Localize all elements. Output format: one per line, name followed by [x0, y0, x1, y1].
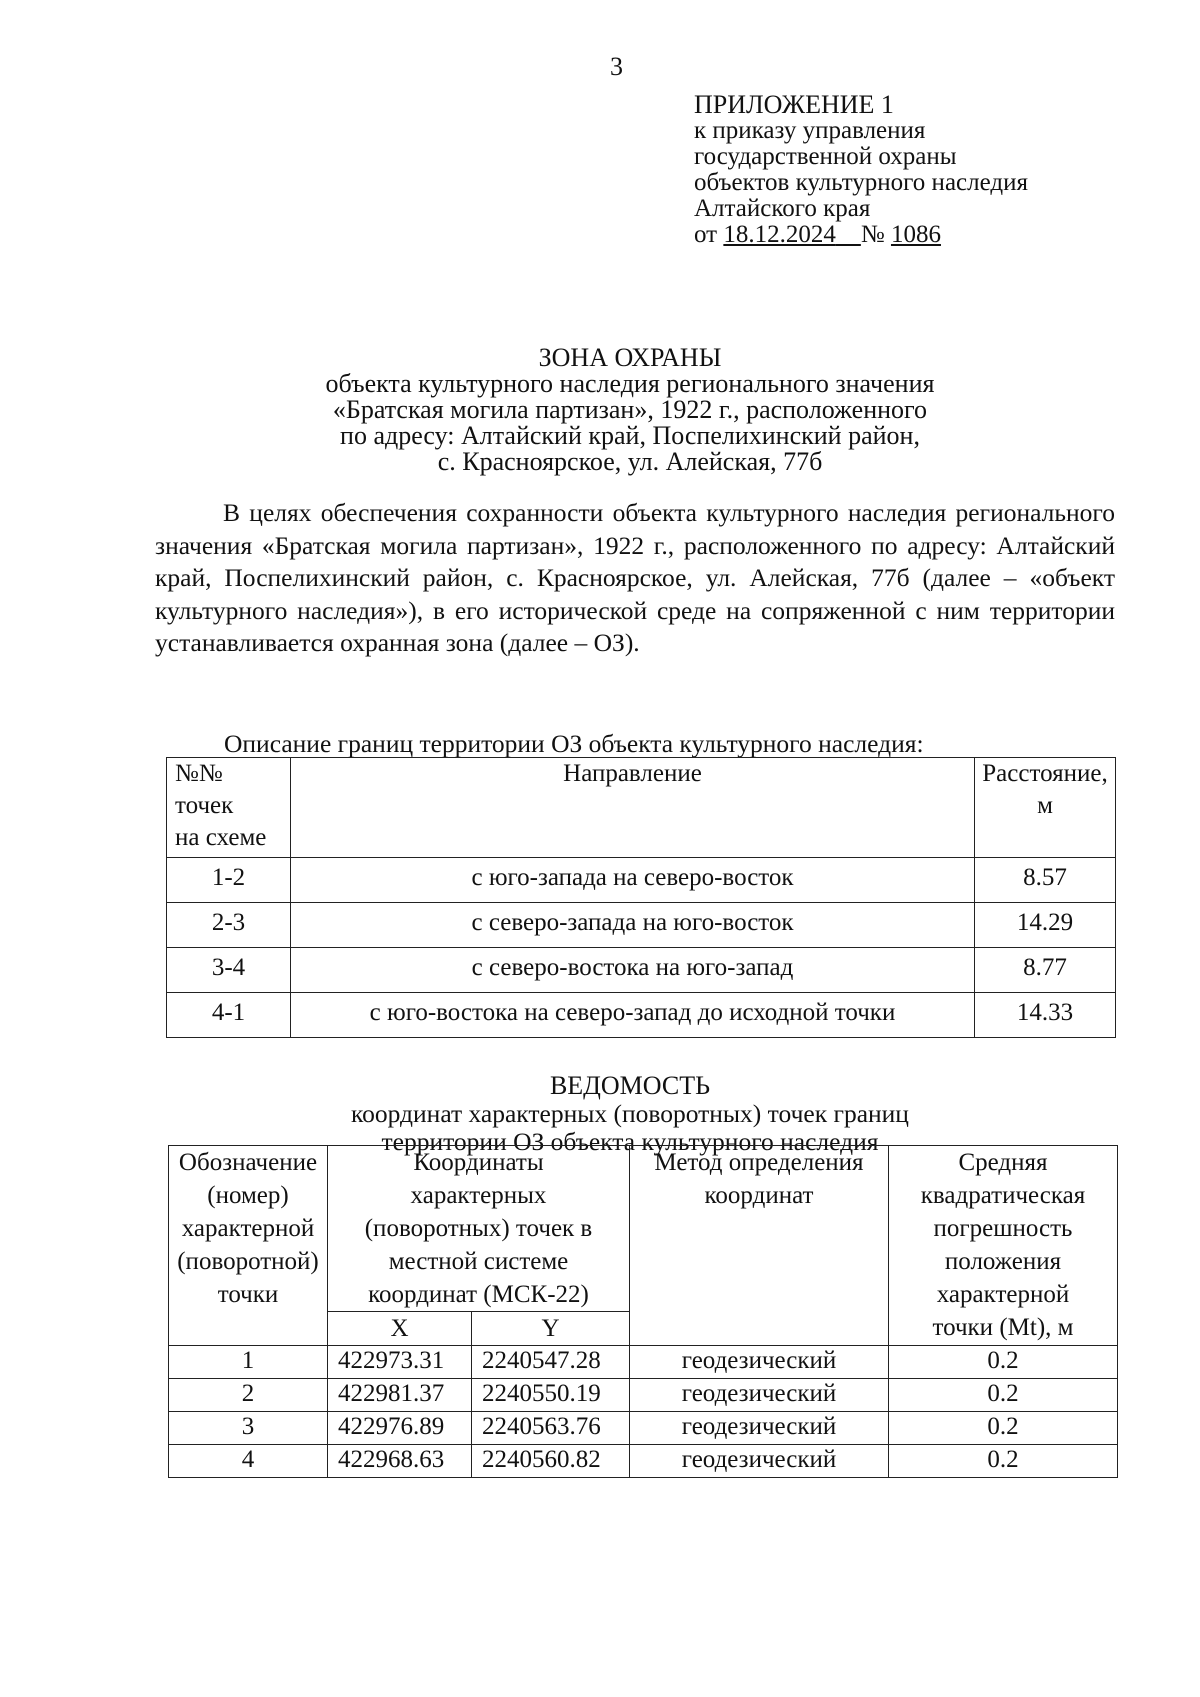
order-prefix: от: [694, 221, 718, 248]
coordinates-table: [168, 1145, 1118, 1478]
appendix-line: объектов культурного наследия: [694, 169, 1028, 196]
row-x: 422973.31: [328, 1346, 472, 1379]
header-x: X: [328, 1312, 472, 1346]
row-points: 1-2: [167, 858, 291, 903]
row-point: 4: [169, 1445, 328, 1478]
row-method: геодезический: [630, 1379, 889, 1412]
boundaries-caption: Описание границ территории ОЗ объекта культурного наследия:: [224, 729, 924, 758]
table-row: [167, 903, 1116, 948]
header-y: Y: [472, 1312, 630, 1346]
zone-heading: ЗОНА ОХРАНЫ: [538, 343, 722, 372]
row-point: 2: [169, 1379, 328, 1412]
row-method: геодезический: [630, 1445, 889, 1478]
order-reference: [694, 222, 1028, 248]
row-x: 422981.37: [328, 1379, 472, 1412]
header-error: Средняя квадратическая погрешность положения характерной точки (Mt), м: [889, 1146, 1118, 1346]
row-y: 2240547.28: [472, 1346, 630, 1379]
row-error: 0.2: [889, 1346, 1118, 1379]
appendix-block: [694, 92, 1028, 248]
zone-subtitle-line: «Братская могила партизан», 1922 г., расположенного: [332, 395, 928, 424]
table-row: [167, 948, 1116, 993]
row-distance: 8.57: [975, 858, 1116, 903]
row-direction: с северо-запада на юго-восток: [291, 903, 975, 948]
boundaries-table: [166, 757, 1116, 1038]
zone-subtitle-line: объекта культурного наследия регионального значения: [325, 369, 935, 398]
table-header-row: [167, 758, 1116, 858]
header-designation: Обозначение (номер) характерной (поворотной) точки: [169, 1146, 328, 1346]
appendix-heading: ПРИЛОЖЕНИЕ 1: [694, 90, 894, 119]
row-error: 0.2: [889, 1379, 1118, 1412]
coordinates-subtitle-line: координат характерных (поворотных) точек границ: [351, 1099, 909, 1128]
appendix-line: государственной охраны: [694, 143, 957, 170]
row-direction: с юго-востока на северо-запад до исходной точки: [291, 993, 975, 1038]
row-y: 2240560.82: [472, 1445, 630, 1478]
table-row: [169, 1412, 1118, 1445]
table-row: [169, 1445, 1118, 1478]
order-number: 1086: [890, 221, 941, 248]
table-row: [169, 1346, 1118, 1379]
header-method: Метод определения координат: [630, 1146, 889, 1346]
row-error: 0.2: [889, 1445, 1118, 1478]
row-point: 1: [169, 1346, 328, 1379]
order-date: 18.12.2024: [723, 221, 836, 248]
row-points: 4-1: [167, 993, 291, 1038]
page-number: 3: [610, 52, 623, 81]
row-method: геодезический: [630, 1412, 889, 1445]
table-row: [169, 1379, 1118, 1412]
paragraph-text: В целях обеспечения сохранности объекта культурного наследия регионального значения «Братская могила партизан», 1922 г., расположенного по адресу: Алтайский край, Поспелихинский район, с. Красноярское, ул. Алейская, 77б (далее – «объект культурного наследия»), в его исторической среде на сопряженной с ним территории устанавливается охранная зона (далее – ОЗ).: [155, 498, 1115, 657]
header-coordinates: Координаты характерных (поворотных) точек в местной системе координат (МСК-22): [328, 1146, 630, 1312]
row-direction: с юго-запада на северо-восток: [291, 858, 975, 903]
header-points: №№ точек на схеме: [167, 758, 291, 858]
appendix-line: к приказу управления: [694, 117, 926, 144]
row-method: геодезический: [630, 1346, 889, 1379]
zone-subtitle-line: с. Красноярское, ул. Алейская, 77б: [437, 447, 823, 476]
row-distance: 14.29: [975, 903, 1116, 948]
row-error: 0.2: [889, 1412, 1118, 1445]
order-number-label: №: [860, 221, 885, 248]
coordinates-title: [0, 1072, 1200, 1156]
zone-subtitle-line: по адресу: Алтайский край, Поспелихинский район,: [340, 421, 920, 450]
header-distance: Расстояние, м: [975, 758, 1116, 858]
row-y: 2240563.76: [472, 1412, 630, 1445]
row-y: 2240550.19: [472, 1379, 630, 1412]
body-paragraph: [155, 497, 1115, 660]
row-x: 422968.63: [328, 1445, 472, 1478]
row-direction: с северо-востока на юго-запад: [291, 948, 975, 993]
row-points: 3-4: [167, 948, 291, 993]
row-points: 2-3: [167, 903, 291, 948]
row-point: 3: [169, 1412, 328, 1445]
table-header-row: [169, 1146, 1118, 1312]
row-x: 422976.89: [328, 1412, 472, 1445]
row-distance: 14.33: [975, 993, 1116, 1038]
coordinates-heading: ВЕДОМОСТЬ: [549, 1071, 711, 1100]
appendix-line: Алтайского края: [694, 195, 871, 222]
zone-title: [0, 345, 1200, 475]
header-direction: Направление: [291, 758, 975, 858]
table-row: [167, 993, 1116, 1038]
coordinates-subtitle-line: территории ОЗ объекта культурного наследия: [381, 1127, 879, 1156]
row-distance: 8.77: [975, 948, 1116, 993]
table-row: [167, 858, 1116, 903]
